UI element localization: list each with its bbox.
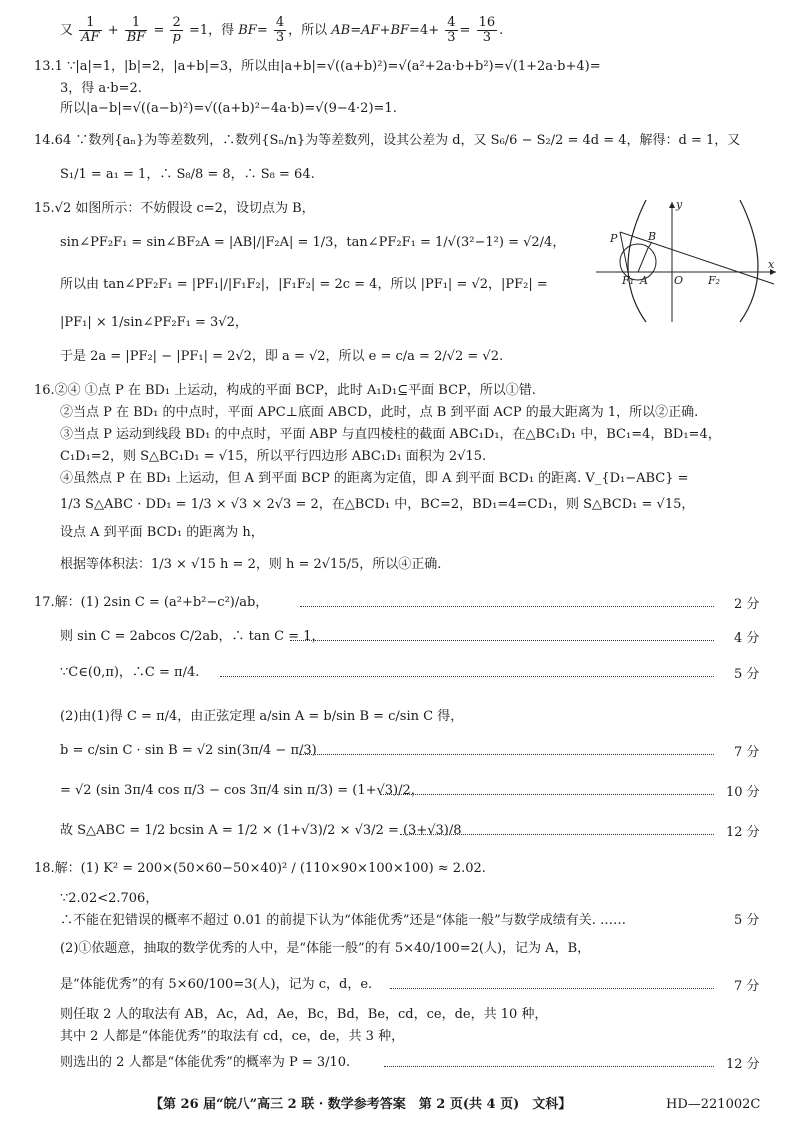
line-16a: 16.②④ ①点 P 在 BD₁ 上运动，构成的平面 BCP，此时 A₁D₁⊆平面 BCP，所以①错. bbox=[34, 383, 536, 398]
line-17b: 则 sin C = 2abcos C/2ab，∴ tan C = 1， bbox=[60, 629, 325, 644]
line-18c: ∴不能在犯错误的概率不超过 0.01 的前提下认为“体能优秀”还是“体能一般”与数学成绩有关. …… bbox=[60, 913, 627, 928]
score-label: 7 分 bbox=[734, 745, 760, 760]
line-17g: 故 S△ABC = 1/2 bcsin A = 1/2 × (1+√3)/2 × √3/2 = (3+√3)/8 bbox=[60, 823, 462, 838]
figure-label-x: x bbox=[768, 258, 775, 271]
line-13a: 13.1 ∵|a|=1，|b|=2，|a+b|=3，所以由|a+b|=√((a+b)²)=√(a²+2a·b+b²)=√(1+2a·b+4)= bbox=[34, 59, 601, 74]
leader-dots bbox=[380, 794, 714, 795]
leader-dots bbox=[400, 834, 714, 835]
line-15a: 15.√2 如图所示：不妨假设 c=2，设切点为 B， bbox=[34, 201, 315, 216]
line-13b: 3，得 a·b=2. bbox=[60, 81, 142, 96]
line-17f: = √2 (sin 3π/4 cos π/3 − cos 3π/4 sin π/3) = (1+√3)/2， bbox=[60, 783, 424, 798]
leader-dots bbox=[390, 988, 714, 989]
leader-dots bbox=[220, 676, 714, 677]
line-14a: 14.64 ∵数列{aₙ}为等差数列，∴数列{Sₙ/n}为等差数列，设其公差为 d，又 S₆/6 − S₂/2 = 4d = 4，解得：d = 1，又 bbox=[34, 133, 741, 148]
figure-label-f2: F₂ bbox=[708, 274, 721, 287]
line-16d: C₁D₁=2，则 S△BC₁D₁ = √15，所以平行四边形 ABC₁D₁ 面积为 2√15. bbox=[60, 449, 487, 464]
leader-dots bbox=[384, 1066, 714, 1067]
score-label: 7 分 bbox=[734, 979, 760, 994]
line-18b: ∵2.02<2.706， bbox=[60, 891, 159, 906]
footer-text: 【第 26 届“皖八”高三 2 联 · 数学参考答案 第 2 页(共 4 页) 文科】 bbox=[150, 1097, 572, 1112]
line-18f: 则任取 2 人的取法有 AB，Ac，Ad，Ae，Bc，Bd，Be，cd，ce，de，共 10 种， bbox=[60, 1007, 548, 1022]
score-label: 4 分 bbox=[734, 631, 760, 646]
line-16b: ②当点 P 在 BD₁ 的中点时，平面 APC⊥底面 ABCD，此时，点 B 到平面 ACP 的最大距离为 1，所以②正确. bbox=[60, 405, 699, 420]
score-label: 5 分 bbox=[734, 667, 760, 682]
line-15b: sin∠PF₂F₁ = sin∠BF₂A = |AB|/|F₂A| = 1/3，tan∠PF₂F₁ = 1/√(3²−1²) = √2/4， bbox=[60, 235, 566, 250]
footer-code: HD—221002C bbox=[666, 1097, 761, 1112]
leader-dots bbox=[290, 640, 714, 641]
score-label: 2 分 bbox=[734, 597, 760, 612]
leader-dots bbox=[300, 754, 714, 755]
line-18g: 其中 2 人都是“体能优秀”的取法有 cd，ce，de，共 3 种， bbox=[60, 1029, 405, 1044]
figure-label-p: P bbox=[610, 232, 618, 245]
line-16h: 根据等体积法：1/3 × √15 h = 2，则 h = 2√15/5，所以④正确. bbox=[60, 557, 442, 572]
line-12: 又 $\frac{1}{AF}$ + $\frac{1}{BF}$ = $\frac{2}{p}$ =1，得 BF= $\frac{4}{3}$ ，所以 AB=AF+BF=4+ $\frac{4}{3}$ = $\frac{16}{3}$ . bbox=[60, 15, 504, 45]
score-label: 12 分 bbox=[726, 1057, 760, 1072]
score-label: 5 分 bbox=[734, 913, 760, 928]
line-18h: 则选出的 2 人都是“体能优秀”的概率为 P = 3/10. bbox=[60, 1055, 351, 1070]
figure-label-y: y bbox=[676, 198, 683, 211]
line-14b: S₁/1 = a₁ = 1，∴ S₈/8 = 8，∴ S₈ = 64. bbox=[60, 167, 315, 182]
figure-label-a: A bbox=[640, 274, 648, 287]
line-17c: ∵C∈(0,π)，∴C = π/4. bbox=[60, 665, 200, 680]
line-17a: 17.解：(1) 2sin C = (a²+b²−c²)/ab， bbox=[34, 595, 269, 610]
line-15e: 于是 2a = |PF₂| − |PF₁| = 2√2，即 a = √2，所以 e = c/a = 2/√2 = √2. bbox=[60, 349, 504, 364]
line-15d: |PF₁| × 1/sin∠PF₂F₁ = 3√2， bbox=[60, 315, 248, 330]
line-18d: (2)①依题意，抽取的数学优秀的人中，是“体能一般”的有 5×40/100=2(人)，记为 A，B， bbox=[60, 941, 591, 956]
line-15c: 所以由 tan∠PF₂F₁ = |PF₁|/|F₁F₂|，|F₁F₂| = 2c = 4，所以 |PF₁| = √2，|PF₂| = bbox=[60, 277, 548, 292]
hyperbola-figure bbox=[588, 196, 784, 326]
figure-label-o: O bbox=[674, 274, 684, 287]
line-17d: (2)由(1)得 C = π/4，由正弦定理 a/sin A = b/sin B = c/sin C 得， bbox=[60, 709, 464, 724]
line-18a: 18.解：(1) K² = 200×(50×60−50×40)² / (110×90×100×100) ≈ 2.02. bbox=[34, 861, 486, 876]
figure-label-b: B bbox=[648, 230, 657, 243]
line-16g: 设点 A 到平面 BCD₁ 的距离为 h， bbox=[60, 525, 264, 540]
figure-label-f1: F₁ bbox=[622, 274, 635, 287]
line-16c: ③当点 P 运动到线段 BD₁ 的中点时，平面 ABP 与直四棱柱的截面 ABC₁D₁，在△BC₁D₁ 中，BC₁=4，BD₁=4， bbox=[60, 427, 721, 442]
score-label: 10 分 bbox=[726, 785, 760, 800]
line-16f: 1/3 S△ABC · DD₁ = 1/3 × √3 × 2√3 = 2，在△BCD₁ 中，BC=2，BD₁=4=CD₁，则 S△BCD₁ = √15， bbox=[60, 497, 695, 512]
line-16e: ④虽然点 P 在 BD₁ 上运动，但 A 到平面 BCP 的距离为定值，即 A 到平面 BCD₁ 的距离. V_{D₁−ABC} = bbox=[60, 471, 689, 486]
line-13c: 所以|a−b|=√((a−b)²)=√((a+b)²−4a·b)=√(9−4·2)=1. bbox=[60, 101, 397, 116]
score-label: 12 分 bbox=[726, 825, 760, 840]
line-17e: b = c/sin C · sin B = √2 sin(3π/4 − π/3) bbox=[60, 743, 317, 758]
leader-dots bbox=[300, 606, 714, 607]
line-18e: 是“体能优秀”的有 5×60/100=3(人)，记为 c，d，e. bbox=[60, 977, 373, 992]
